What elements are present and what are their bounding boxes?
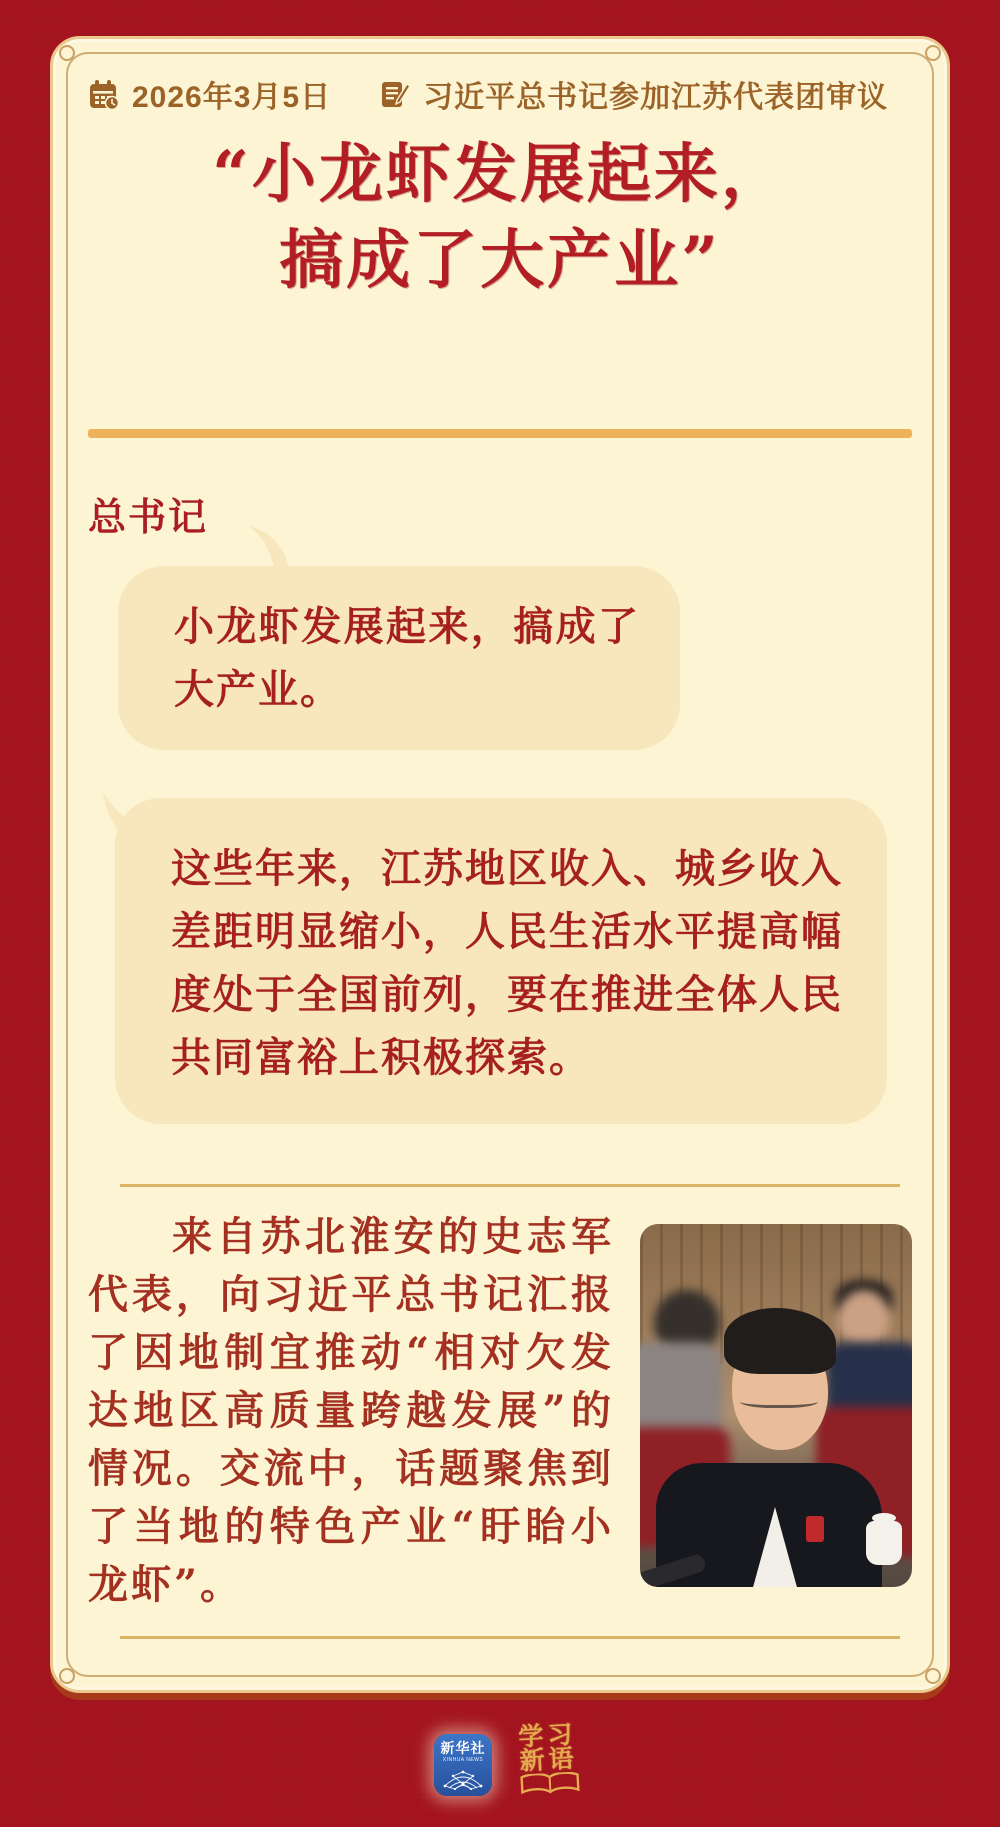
corner-ornament	[925, 1668, 941, 1684]
xinhua-news-logo	[434, 1734, 492, 1796]
photo-bg-person-right	[838, 1290, 890, 1348]
header-date: 2026年3月5日	[132, 81, 332, 114]
pen-note-icon	[379, 78, 411, 110]
article	[88, 1208, 912, 1614]
speech-bubble-1	[118, 566, 680, 750]
bubble-1-text: 小龙虾发展起来，搞成了大产业。	[174, 605, 640, 712]
photo-delegate-badge	[806, 1516, 824, 1542]
section-rule-bottom	[120, 1636, 900, 1639]
corner-ornament	[59, 1668, 75, 1684]
article-text: 来自苏北淮安的史志军代表，向习近平总书记汇报了因地制宜推动“相对欠发达地区高质量跨越发展”的情况。交流中，话题聚焦到了当地的特色产业“盱眙小龙虾”。	[88, 1213, 614, 1608]
section-rule-top	[120, 1184, 900, 1187]
photo-delegate-glasses	[740, 1392, 818, 1408]
photo-teacup	[866, 1521, 902, 1565]
bubble-tail-icon	[101, 788, 165, 860]
bubble-tail-icon	[246, 524, 304, 572]
corner-ornament	[59, 45, 75, 61]
open-book-icon	[518, 1771, 581, 1796]
xuexi-logo-line1: 学习	[517, 1719, 578, 1752]
header-event: 习近平总书记参加江苏代表团审议	[423, 81, 889, 114]
page-title	[0, 132, 1000, 304]
title-line-1: “小龙虾发展起来，	[212, 137, 788, 212]
network-globe-icon	[441, 1766, 485, 1790]
xuexi-logo-line2: 新语	[518, 1743, 579, 1776]
corner-ornament	[925, 45, 941, 61]
title-line-2: 搞成了大产业”	[279, 223, 721, 298]
bubble-2-text: 这些年来，江苏地区收入、城乡收入差距明显缩小，人民生活水平提高幅度处于全国前列，要在推进全体人民共同富裕上积极探索。	[171, 847, 843, 1080]
speaker-label: 总书记	[88, 497, 209, 539]
header-row	[88, 72, 912, 116]
xuexi-xinyu-logo	[504, 1719, 594, 1808]
xinhua-logo-cn: 新华社	[440, 1740, 486, 1756]
delegate-photo	[640, 1224, 912, 1587]
xinhua-logo-en: XINHUA NEWS	[442, 1757, 484, 1763]
gold-divider	[88, 429, 912, 438]
speech-bubble-2	[115, 798, 887, 1124]
calendar-icon	[88, 78, 120, 110]
